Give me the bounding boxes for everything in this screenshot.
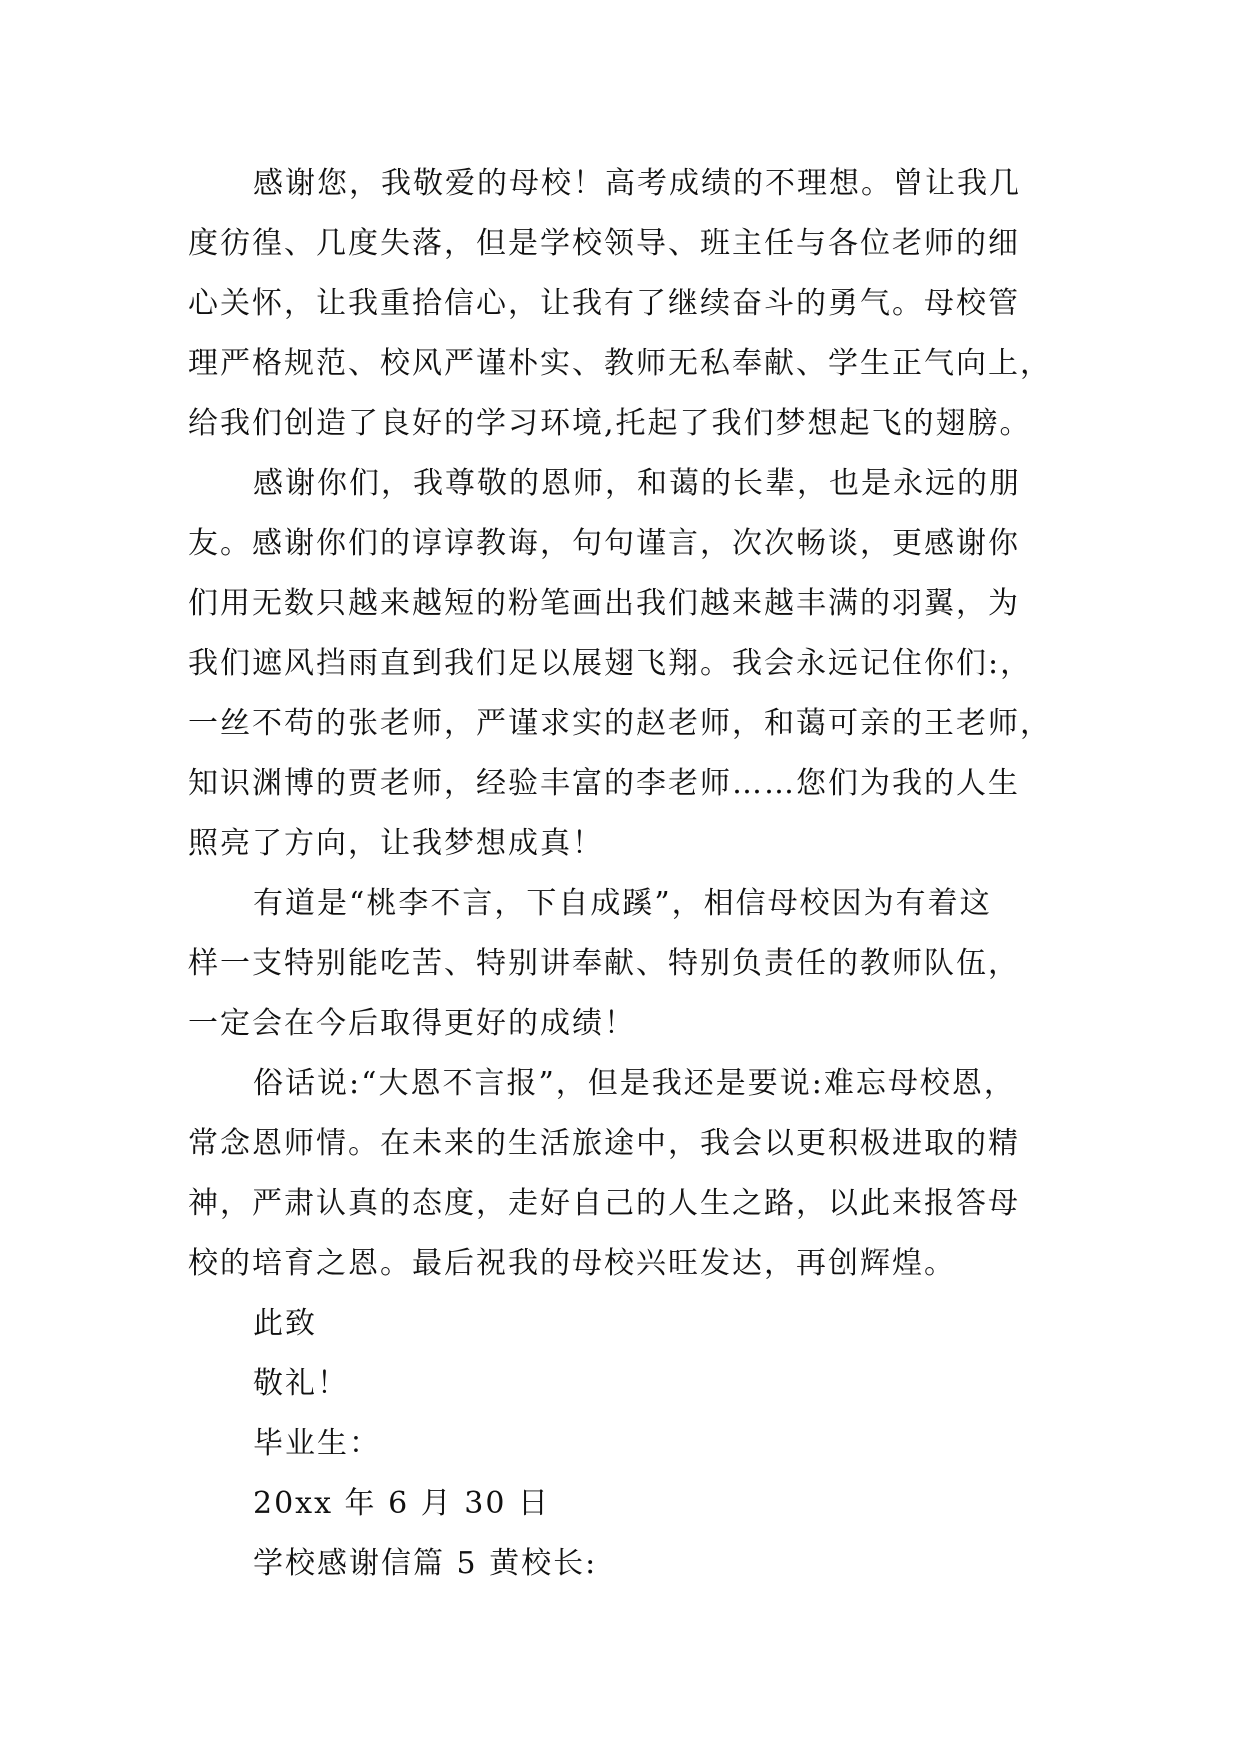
- paragraph-2-line-5: 一丝不苟的张老师，严谨求实的赵老师，和蔼可亲的王老师，: [188, 706, 1052, 741]
- paragraph-4-line-1: 俗话说:“大恩不言报”，但是我还是要说:难忘母校恩，: [253, 1066, 1016, 1101]
- paragraph-4-line-4: 校的培育之恩。最后祝我的母校兴旺发达，再创辉煌。: [188, 1246, 956, 1281]
- letter-date: 20xx 年 6 月 30 日: [253, 1486, 550, 1521]
- closing-salutation: 此致: [253, 1306, 317, 1341]
- paragraph-1-line-5: 给我们创造了良好的学习环境,托起了我们梦想起飞的翅膀。: [188, 406, 1032, 441]
- paragraph-3-line-3: 一定会在今后取得更好的成绩！: [188, 1006, 636, 1041]
- paragraph-3-line-2: 样一支特别能吃苦、特别讲奉献、特别负责任的教师队伍，: [188, 946, 1020, 981]
- paragraph-1-line-3: 心关怀，让我重拾信心，让我有了继续奋斗的勇气。母校管: [188, 286, 1020, 321]
- paragraph-1-line-1: 感谢您，我敬爱的母校！高考成绩的不理想。曾让我几: [253, 166, 1021, 201]
- signer-label: 毕业生：: [253, 1426, 381, 1461]
- paragraph-4-line-3: 神，严肃认真的态度，走好自己的人生之路，以此来报答母: [188, 1186, 1020, 1221]
- paragraph-2-line-6: 知识渊博的贾老师，经验丰富的李老师……您们为我的人生: [188, 766, 1020, 801]
- paragraph-3-line-1: 有道是“桃李不言，下自成蹊”，相信母校因为有着这: [253, 886, 992, 921]
- paragraph-2-line-2: 友。感谢你们的谆谆教诲，句句谨言，次次畅谈，更感谢你: [188, 526, 1020, 561]
- paragraph-2-line-7: 照亮了方向，让我梦想成真！: [188, 826, 604, 861]
- paragraph-2-line-1: 感谢你们，我尊敬的恩师，和蔼的长辈，也是永远的朋: [253, 466, 1021, 501]
- closing-respect: 敬礼！: [253, 1366, 349, 1401]
- paragraph-1-line-2: 度彷徨、几度失落，但是学校领导、班主任与各位老师的细: [188, 226, 1020, 261]
- next-letter-heading: 学校感谢信篇 5 黄校长:: [253, 1546, 598, 1581]
- paragraph-2-line-4: 我们遮风挡雨直到我们足以展翅飞翔。我会永远记住你们:，: [188, 646, 1033, 681]
- paragraph-4-line-2: 常念恩师情。在未来的生活旅途中，我会以更积极进取的精: [188, 1126, 1020, 1161]
- paragraph-1-line-4: 理严格规范、校风严谨朴实、教师无私奉献、学生正气向上，: [188, 346, 1052, 381]
- paragraph-2-line-3: 们用无数只越来越短的粉笔画出我们越来越丰满的羽翼，为: [188, 586, 1020, 621]
